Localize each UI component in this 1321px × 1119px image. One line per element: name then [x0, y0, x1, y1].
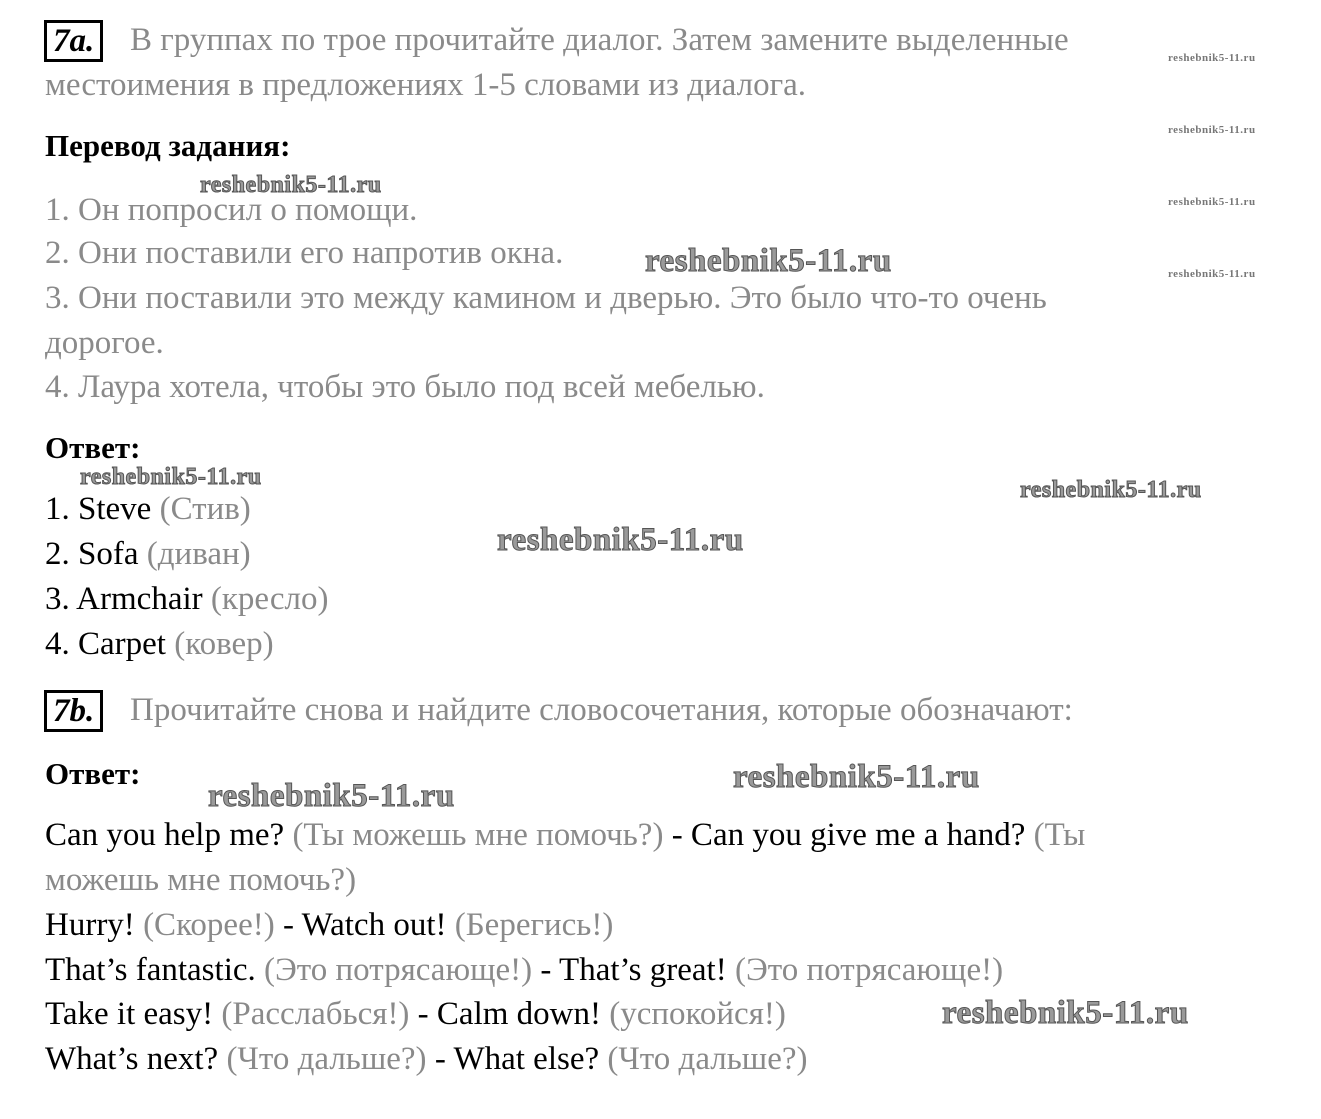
answer-7a-item-4 [45, 624, 274, 664]
answer-7a-item-2 [45, 534, 251, 574]
answer-7b-row-1 [45, 815, 1085, 855]
phrase-ru: (Ты [1033, 817, 1086, 853]
watermark: reshebnik5-11.ru [208, 778, 455, 814]
watermark: reshebnik5-11.ru [1020, 477, 1202, 503]
phrase-en: - That’s great! [540, 952, 727, 988]
answer-7a-heading: Ответ: [45, 430, 141, 465]
watermark: reshebnik5-11.ru [80, 464, 262, 490]
phrase-en: Can you help me? [45, 817, 285, 853]
answer-7b-heading: Ответ: [45, 756, 141, 791]
answer-ru: (диван) [146, 536, 251, 572]
answer-7b-row-5 [45, 1039, 808, 1079]
phrase-ru: можешь мне помочь?) [45, 862, 357, 898]
watermark: reshebnik5-11.ru [942, 995, 1189, 1031]
phrase-ru: (Скорее!) [143, 907, 275, 943]
answer-7a-item-3 [45, 579, 328, 619]
phrase-ru: (Это потрясающе!) [734, 952, 1004, 988]
phrase-en: That’s fantastic. [45, 952, 256, 988]
answer-7b-row-4 [45, 994, 786, 1034]
phrase-ru: (успокойся!) [609, 996, 786, 1032]
watermark: reshebnik5-11.ru [1168, 196, 1256, 208]
watermark: reshebnik5-11.ru [645, 243, 892, 279]
answer-7b-row-1-cont [45, 860, 356, 900]
translation-item-4: 4. Лаура хотела, чтобы это было под всей мебелью. [45, 369, 765, 405]
phrase-ru: (Это потрясающе!) [264, 952, 533, 988]
answer-en: 2. Sofa [45, 536, 139, 572]
phrase-ru: (Что дальше?) [607, 1041, 808, 1077]
phrase-ru: (Берегись!) [454, 907, 614, 943]
answer-ru: (ковер) [174, 626, 274, 662]
watermark: reshebnik5-11.ru [497, 522, 744, 558]
translation-item-1: 1. Он попросил о помощи. [45, 192, 418, 228]
watermark: reshebnik5-11.ru [1168, 124, 1256, 136]
phrase-ru: (Что дальше?) [226, 1041, 427, 1077]
watermark: reshebnik5-11.ru [200, 172, 382, 198]
answer-en: 1. Steve [45, 491, 152, 527]
task-7a-text-line1: В группах по трое прочитайте диалог. Затем замените выделенные [130, 22, 1069, 58]
phrase-ru: (Расслабься!) [221, 996, 410, 1032]
phrase-en: Take it easy! [45, 996, 214, 1032]
answer-en: 3. Armchair [45, 581, 203, 617]
phrase-en: - What else? [434, 1041, 600, 1077]
answer-ru: (Стив) [159, 491, 251, 527]
phrase-ru: (Ты можешь мне помочь?) [292, 817, 664, 853]
translation-item-3: 3. Они поставили это между камином и дверью. Это было что-то очень [45, 280, 1047, 316]
phrase-en: - Calm down! [417, 996, 601, 1032]
translation-item-3-cont: дорогое. [45, 325, 164, 361]
answer-7a-item-1 [45, 489, 251, 529]
watermark: reshebnik5-11.ru [733, 759, 980, 795]
translation-heading: Перевод задания: [45, 128, 291, 163]
task-7b-text: Прочитайте снова и найдите словосочетания, которые обозначают: [130, 692, 1073, 728]
answer-en: 4. Carpet [45, 626, 166, 662]
phrase-en: - Watch out! [282, 907, 447, 943]
watermark: reshebnik5-11.ru [1168, 52, 1256, 64]
answer-7b-row-2 [45, 905, 613, 945]
task-number-7b: 7b. [44, 690, 103, 732]
watermark: reshebnik5-11.ru [1168, 268, 1256, 280]
task-number-7a: 7a. [44, 20, 103, 62]
phrase-en: - Can you give me a hand? [671, 817, 1026, 853]
translation-item-2: 2. Они поставили его напротив окна. [45, 235, 564, 271]
phrase-en: Hurry! [45, 907, 135, 943]
answer-ru: (кресло) [210, 581, 329, 617]
phrase-en: What’s next? [45, 1041, 219, 1077]
task-7a-text-line2: местоимения в предложениях 1-5 словами из диалога. [45, 67, 806, 103]
answer-7b-row-3 [45, 950, 1003, 990]
